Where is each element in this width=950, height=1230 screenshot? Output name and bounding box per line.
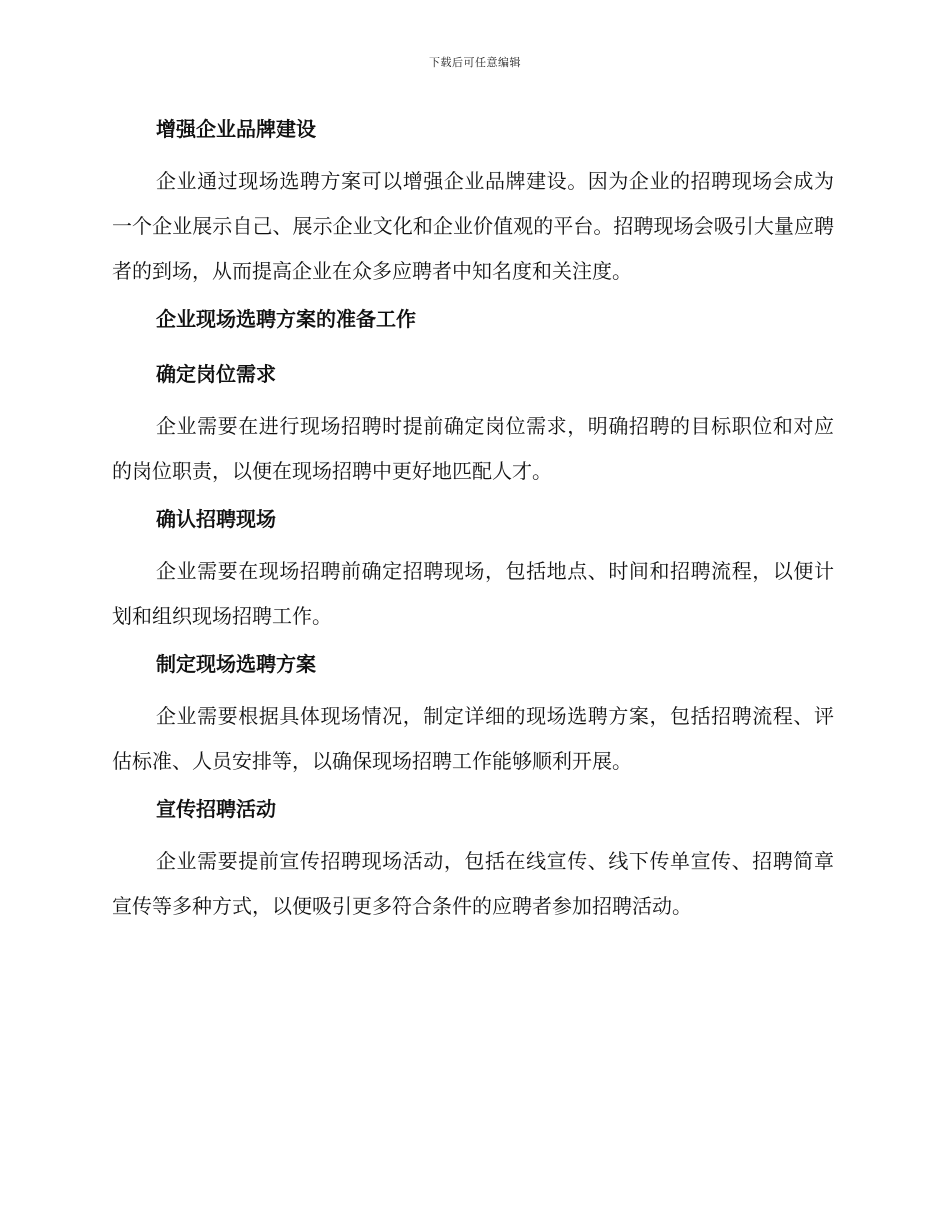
section-paragraph-plan: 企业需要根据具体现场情况，制定详细的现场选聘方案，包括招聘流程、评估标准、人员安排等，以确保现场招聘工作能够顺利开展。 [112, 704, 834, 773]
section-heading-brand: 增强企业品牌建设 [156, 117, 316, 141]
section-heading-position-needs: 确定岗位需求 [156, 362, 276, 386]
section-heading-venue: 确认招聘现场 [156, 507, 276, 531]
section-paragraph-position-needs: 企业需要在进行现场招聘时提前确定岗位需求，明确招聘的目标职位和对应的岗位职责，以便在现场招聘中更好地匹配人才。 [112, 414, 834, 483]
section-paragraph-brand: 企业通过现场选聘方案可以增强企业品牌建设。因为企业的招聘现场会成为一个企业展示自己、展示企业文化和企业价值观的平台。招聘现场会吸引大量应聘者的到场，从而提高企业在众多应聘者中知名度和关注度。 [112, 169, 834, 283]
header-note: 下载后可任意编辑 [429, 56, 521, 69]
section-paragraph-promotion: 企业需要提前宣传招聘现场活动，包括在线宣传、线下传单宣传、招聘简章宣传等多种方式，以便吸引更多符合条件的应聘者参加招聘活动。 [112, 849, 834, 918]
section-paragraph-venue: 企业需要在现场招聘前确定招聘现场，包括地点、时间和招聘流程，以便计划和组织现场招聘工作。 [112, 559, 834, 628]
document-body [112, 112, 834, 929]
section-heading-preparation: 企业现场选聘方案的准备工作 [156, 307, 416, 331]
section-heading-promotion: 宣传招聘活动 [156, 797, 276, 821]
section-heading-plan: 制定现场选聘方案 [156, 652, 316, 676]
